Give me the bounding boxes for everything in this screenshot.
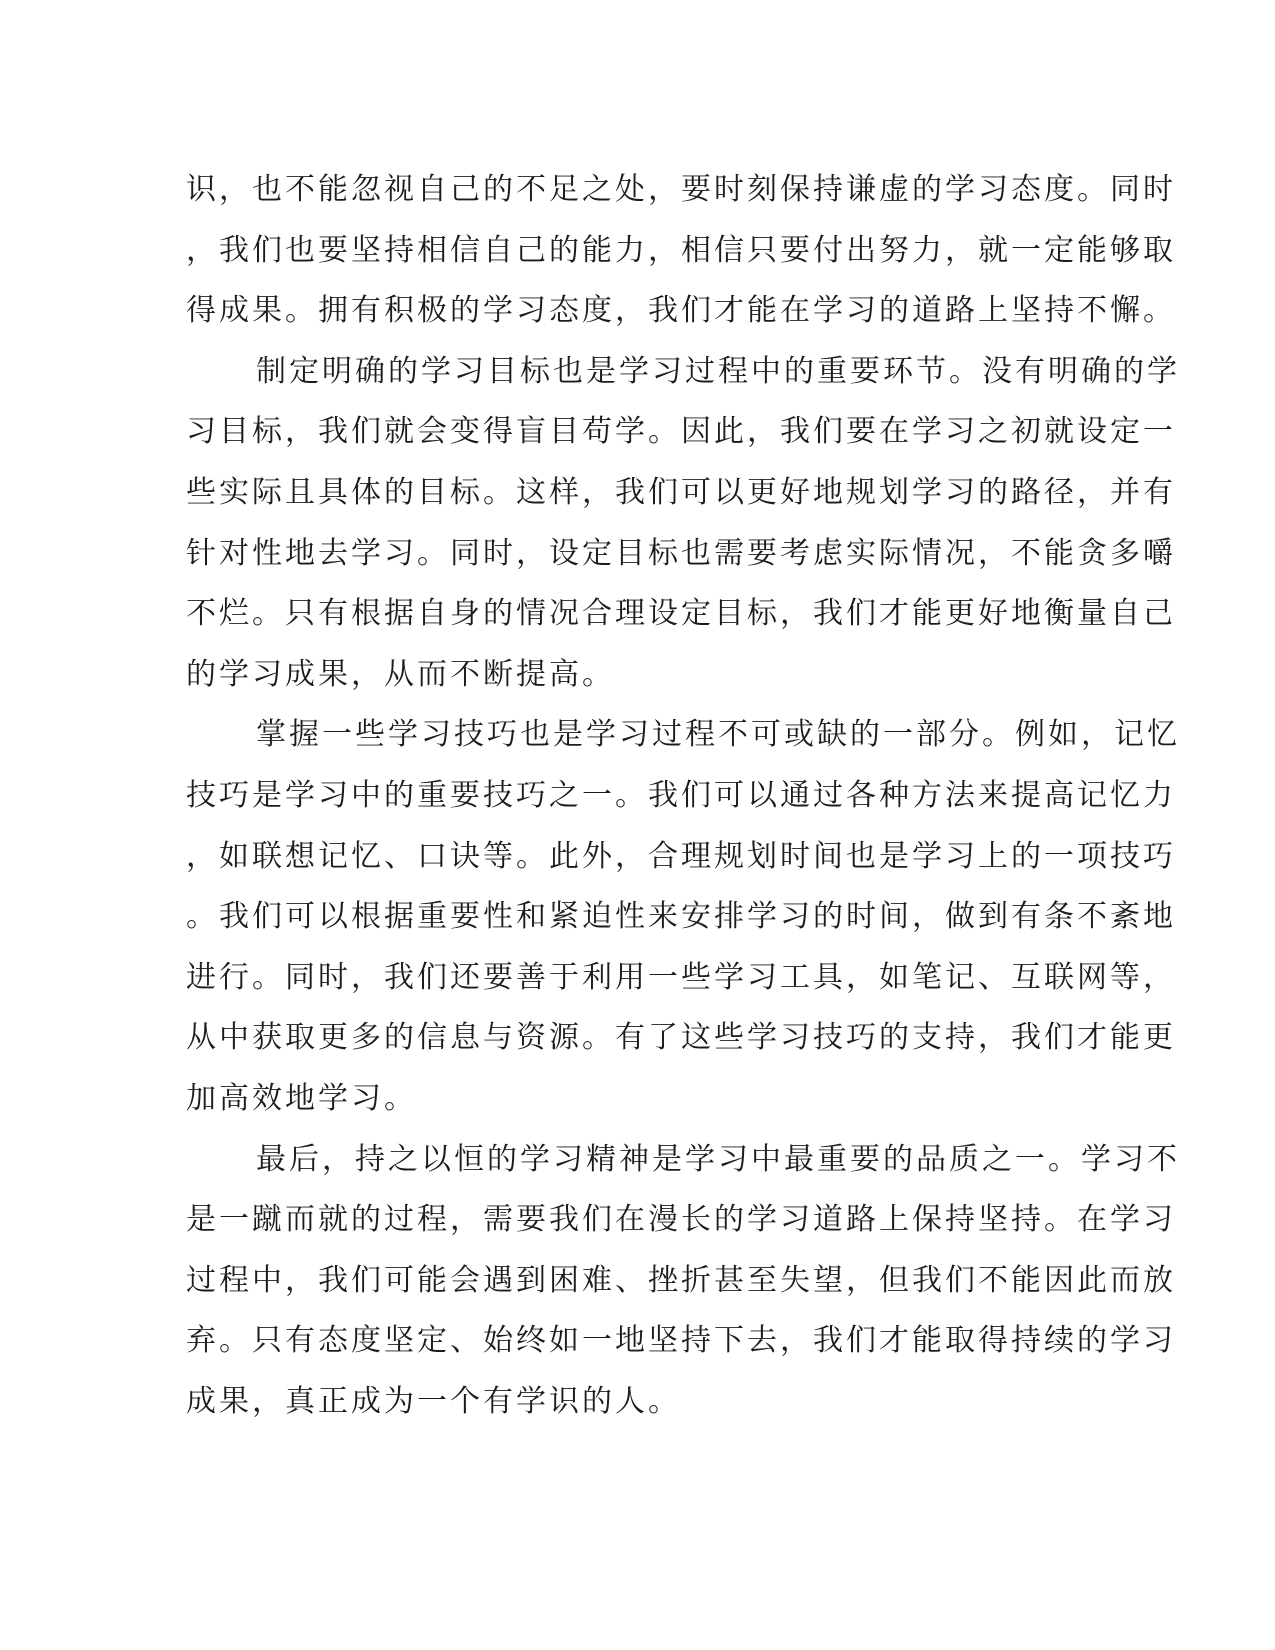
body-text xyxy=(186,160,1180,1432)
text-line: 识，也不能忽视自己的不足之处，要时刻保持谦虚的学习态度。同时 xyxy=(186,172,1176,207)
text-line: 不烂。只有根据自身的情况合理设定目标，我们才能更好地衡量自己 xyxy=(186,596,1176,632)
text-line: 过程中，我们可能会遇到困难、挫折甚至失望，但我们不能因此而放 xyxy=(186,1262,1176,1298)
text-line: 最后，持之以恒的学习精神是学习中最重要的品质之一。学习不 xyxy=(256,1141,1180,1177)
text-line: ，如联想记忆、口诀等。此外，合理规划时间也是学习上的一项技巧 xyxy=(186,838,1176,874)
text-line: 得成果。拥有积极的学习态度，我们才能在学习的道路上坚持不懈。 xyxy=(186,293,1176,329)
text-line: 。我们可以根据重要性和紧迫性来安排学习的时间，做到有条不紊地 xyxy=(186,899,1176,935)
text-line: 掌握一些学习技巧也是学习过程不可或缺的一部分。例如，记忆 xyxy=(256,717,1180,753)
text-line: 针对性地去学习。同时，设定目标也需要考虑实际情况，不能贪多嚼 xyxy=(186,535,1176,571)
text-line: 制定明确的学习目标也是学习过程中的重要环节。没有明确的学 xyxy=(256,353,1180,389)
text-line: 技巧是学习中的重要技巧之一。我们可以通过各种方法来提高记忆力 xyxy=(186,777,1176,813)
text-line: 是一蹴而就的过程，需要我们在漫长的学习道路上保持坚持。在学习 xyxy=(186,1202,1176,1238)
paragraph-3 xyxy=(186,705,1180,1129)
text-line: 弃。只有态度坚定、始终如一地坚持下去，我们才能取得持续的学习 xyxy=(186,1323,1176,1359)
text-line: 习目标，我们就会变得盲目苟学。因此，我们要在学习之初就设定一 xyxy=(186,414,1176,450)
text-line: 的学习成果，从而不断提高。 xyxy=(186,656,615,692)
text-line: ，我们也要坚持相信自己的能力，相信只要付出努力，就一定能够取 xyxy=(186,232,1176,268)
text-line: 进行。同时，我们还要善于利用一些学习工具，如笔记、互联网等， xyxy=(186,959,1176,995)
text-line: 些实际且具体的目标。这样，我们可以更好地规划学习的路径，并有 xyxy=(186,474,1176,510)
text-line: 加高效地学习。 xyxy=(186,1080,417,1116)
paragraph-1 xyxy=(186,160,1176,342)
text-line: 从中获取更多的信息与资源。有了这些学习技巧的支持，我们才能更 xyxy=(186,1020,1176,1056)
paragraph-4 xyxy=(186,1130,1180,1433)
paragraph-2 xyxy=(186,342,1180,706)
text-line: 成果，真正成为一个有学识的人。 xyxy=(186,1383,681,1419)
